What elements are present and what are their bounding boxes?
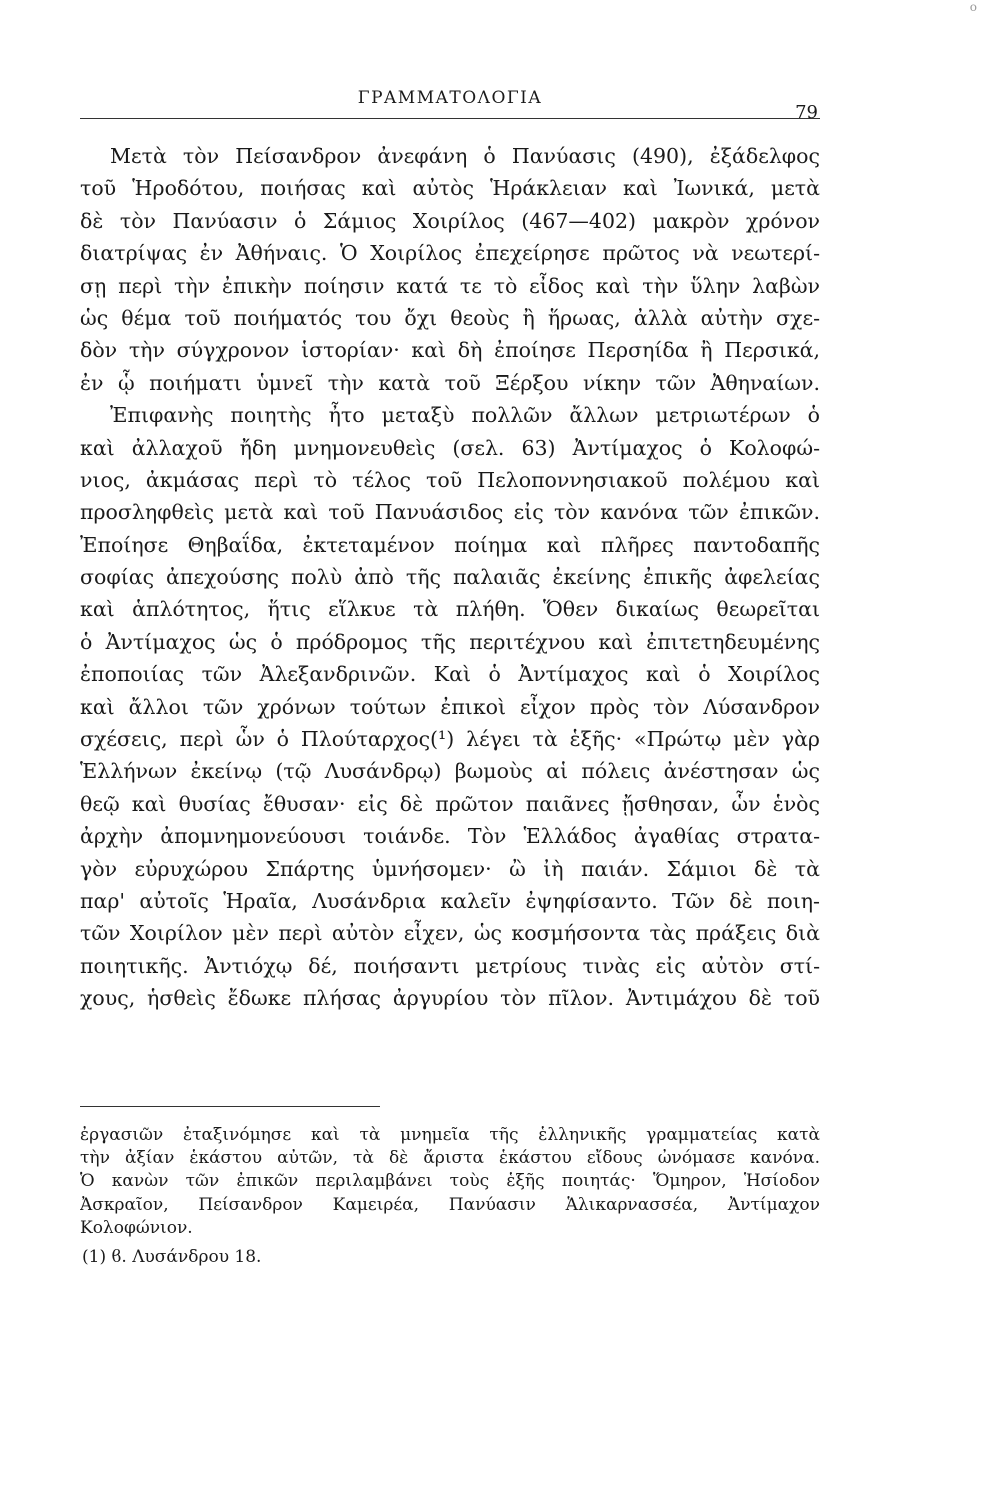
body-line: δὲ τὸν Πανύασιν ὁ Σάμιος Χοιρίλος (467—402) μακρὸν χρόνον: [80, 208, 820, 233]
page-header: [80, 88, 820, 128]
body-line: Μετὰ τὸν Πείσανδρον ἀνεφάνη ὁ Πανύασις (490), ἐξάδελφος: [110, 144, 820, 168]
header-rule: [80, 118, 820, 119]
body-line: καὶ ἄλλοι τῶν χρόνων τούτων ἐπικοὶ εἶχον πρὸς τὸν Λύσανδρον: [80, 694, 820, 719]
body-line: Ἐποίησε Θηβαΐδα, ἐκτεταμένον ποίημα καὶ πλῆρες παντοδαπῆς: [80, 532, 820, 557]
footnote-line: Ὁ κανὼν τῶν ἐπικῶν περιλαμβάνει τοὺς ἑξῆς ποιητάς· Ὅμηρον, Ἡσίοδον: [80, 1171, 820, 1192]
body-line: ἐν ᾧ ποιήματι ὑμνεῖ τὴν κατὰ τοῦ Ξέρξου νίκην τῶν Ἀθηναίων.: [80, 370, 820, 395]
footnotes: [80, 1124, 820, 1269]
body-line: ποιητικῆς. Ἀντιόχῳ δέ, ποιήσαντι μετρίους τινὰς εἰς αὐτὸν στί-: [80, 953, 820, 978]
body-line: Ἑλλήνων ἐκείνῳ (τῷ Λυσάνδρῳ) βωμοὺς αἱ πόλεις ἀνέστησαν ὡς: [80, 759, 820, 784]
body-line: γὸν εὐρυχώρου Σπάρτης ὑμνήσομεν· ὢ ἰὴ παιάν. Σάμιοι δὲ τὰ: [80, 856, 820, 881]
body-line: ἀρχὴν ἀπομνημονεύουσι τοιάνδε. Τὸν Ἑλλάδος ἀγαθίας στρατα-: [80, 824, 820, 849]
footnote-line: ἐργασιῶν ἐταξινόμησε καὶ τὰ μνημεῖα τῆς ἑλληνικῆς γραμματείας κατὰ: [80, 1125, 820, 1145]
body-line: διατρίψας ἐν Ἀθήναις. Ὁ Χοιρίλος ἐπεχείρησε πρῶτος νὰ νεωτερί-: [80, 241, 820, 266]
body-line: ὁ Ἀντίμαχος ὡς ὁ πρόδρομος τῆς περιτέχνου καὶ ἐπιτετηδευμένης: [80, 629, 820, 654]
footnote-line: Κολοφώνιον.: [80, 1217, 193, 1238]
body-line: παρ' αὐτοῖς Ἡραῖα, Λυσάνδρια καλεῖν ἐψηφίσαντο. Τῶν δὲ ποιη-: [80, 888, 820, 913]
body-line: σοφίας ἀπεχούσης πολὺ ἀπὸ τῆς παλαιᾶς ἐκείνης ἐπικῆς ἀφελείας: [80, 565, 820, 590]
corner-mark: o: [969, 0, 977, 14]
page-number: 79: [795, 102, 818, 123]
footnote-line: Ἀσκραῖον, Πείσανδρον Καμειρέα, Πανύασιν Ἁλικαρνασσέα, Ἀντίμαχον: [80, 1194, 820, 1215]
body-text: [80, 140, 820, 1015]
body-line: νιος, ἀκμάσας περὶ τὸ τέλος τοῦ Πελοποννησιακοῦ πολέμου καὶ: [80, 467, 820, 492]
body-line: ὡς θέμα τοῦ ποιήματός του ὄχι θεοὺς ἢ ἥρωας, ἀλλὰ αὐτὴν σχε-: [80, 305, 820, 330]
running-head-title: ΓΡΑΜΜΑΤΟΛΟΓΙΑ: [357, 88, 543, 108]
body-line: δὸν τὴν σύγχρονον ἱστορίαν· καὶ δὴ ἐποίησε Περσηίδα ἢ Περσικά,: [80, 338, 820, 363]
body-line: σχέσεις, περὶ ὧν ὁ Πλούταρχος(¹) λέγει τὰ ἑξῆς· «Πρώτῳ μὲν γὰρ: [80, 727, 820, 752]
body-line: καὶ ἁπλότητος, ἥτις εἵλκυε τὰ πλήθη. Ὅθεν δικαίως θεωρεῖται: [80, 597, 820, 622]
footnote-line: τὴν ἀξίαν ἑκάστου αὐτῶν, τὰ δὲ ἄριστα ἑκάστου εἴδους ὠνόμασε κανόνα.: [80, 1148, 820, 1169]
body-line: Ἐπιφανὴς ποιητὴς ἦτο μεταξὺ πολλῶν ἄλλων μετριωτέρων ὁ: [110, 403, 820, 428]
body-line: ἐποποιίας τῶν Ἀλεξανδρινῶν. Καὶ ὁ Ἀντίμαχος καὶ ὁ Χοιρίλος: [80, 662, 820, 687]
body-line: τῶν Χοιρίλον μὲν περὶ αὐτὸν εἶχεν, ὡς κοσμήσοντα τὰς πράξεις διὰ: [80, 921, 820, 946]
body-line: σῃ περὶ τὴν ἐπικὴν ποίησιν κατά τε τὸ εἶδος καὶ τὴν ὕλην λαβὼν: [80, 273, 820, 298]
body-line: καὶ ἀλλαχοῦ ἤδη μνημονευθεὶς (σελ. 63) Ἀντίμαχος ὁ Κολοφώ-: [80, 435, 820, 460]
body-line: θεῷ καὶ θυσίας ἔθυσαν· εἰς δὲ πρῶτον παιᾶνες ᾔσθησαν, ὧν ἑνὸς: [80, 791, 820, 816]
body-line: τοῦ Ἡροδότου, ποιήσας καὶ αὐτὸς Ἡράκλειαν καὶ Ἰωνικά, μετὰ: [80, 176, 820, 201]
footnote-reference: (1) ϐ. Λυσάνδρου 18.: [82, 1246, 262, 1267]
body-line: χους, ἡσθεὶς ἔδωκε πλήσας ἀργυρίου τὸν πῖλον. Ἀντιμάχου δὲ τοῦ: [80, 986, 820, 1011]
body-line: προσληφθεὶς μετὰ καὶ τοῦ Πανυάσιδος εἰς τὸν κανόνα τῶν ἐπικῶν.: [80, 500, 820, 525]
footnote-rule: [80, 1106, 380, 1107]
